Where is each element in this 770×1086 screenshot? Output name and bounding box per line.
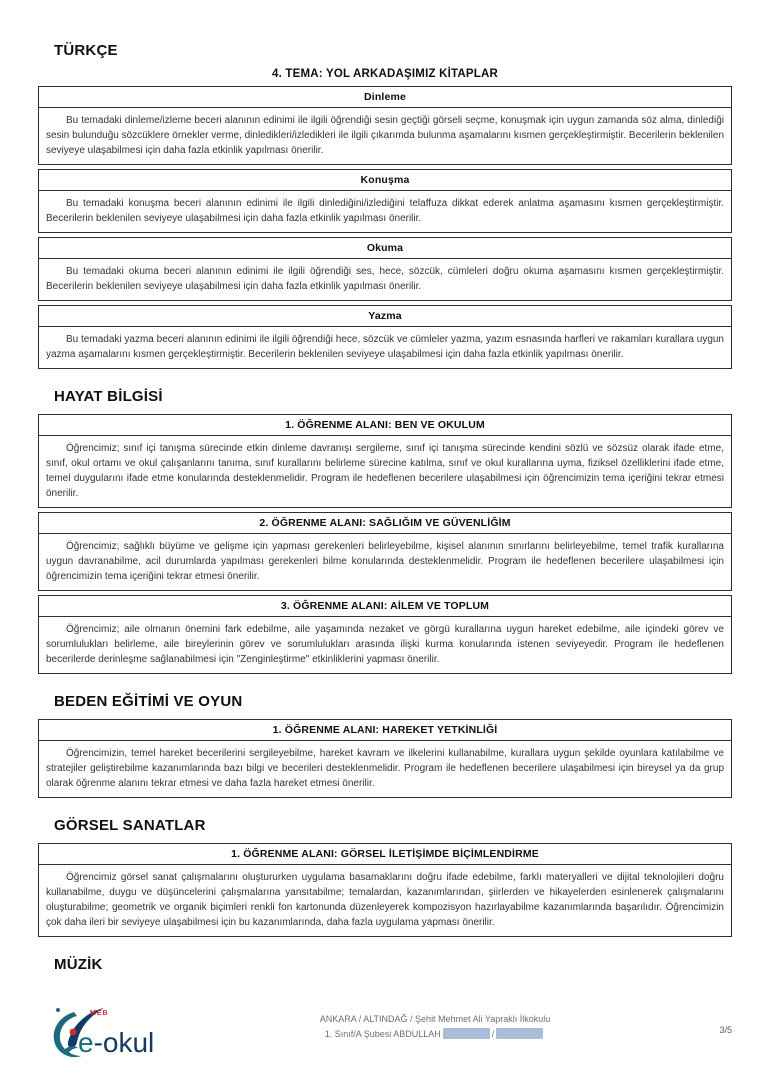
subject-section-beden-egitimi	[38, 693, 732, 798]
subject-heading-gorsel-sanatlar: GÖRSEL SANATLAR	[54, 817, 206, 834]
subject-heading-muzik: MÜZİK	[54, 956, 103, 973]
block-text: Bu temadaki okuma beceri alanının edinimi ile ilgili öğrendiği ses, hece, sözcük, cümleleri doğru okuma aşamasını kısmen gerçekleştirmiştir. Becerilerin beklenilen seviyeye ulaşabilmesi için daha fazla etkinlik yapılması önerilir.	[46, 266, 724, 292]
block-title: Yazma	[39, 306, 731, 327]
block-title: 3. ÖĞRENME ALANI: AİLEM VE TOPLUM	[39, 596, 731, 617]
block-text: Bu temadaki dinleme/izleme beceri alanının edinimi ile ilgili öğrendiği sesin geçtiği görseli seçme, konuşmak için uygun zamanda söz alma, dinlediği sesin bulunduğu sözcüklere örnekler verme, dinledikleri/izledikleri ile ilgili çıkarımda bulunma aşamalarını kısmen gerçekleştirmiştir. Becerilerin beklenilen seviyeye ulaşabilmesi için daha fazla etkinlik yapılması önerilir.	[46, 115, 724, 156]
block-title: 1. ÖĞRENME ALANI: HAREKET YETKİNLİĞİ	[39, 720, 731, 741]
learning-area-block-gorsel-iletisim	[38, 843, 732, 937]
skill-block-konusma	[38, 169, 732, 233]
subject-heading-hayat-bilgisi: HAYAT BİLGİSİ	[54, 388, 163, 405]
logo-red-dot	[70, 1029, 77, 1036]
block-title: Okuma	[39, 238, 731, 259]
learning-area-block-ben-ve-okulum	[38, 414, 732, 508]
theme-title: 4. TEMA: YOL ARKADAŞIMIZ KİTAPLAR	[272, 68, 498, 80]
skill-block-yazma	[38, 305, 732, 369]
subject-section-hayat-bilgisi	[38, 388, 732, 674]
page-footer	[0, 998, 770, 1086]
subject-heading-turkce: TÜRKÇE	[54, 42, 118, 59]
subject-section-turkce	[38, 42, 732, 369]
school-line: ANKARA / ALTINDAĞ / Şehit Mehmet Ali Yapraklı İlkokulu	[319, 1014, 551, 1024]
logo-meb-text: MEB	[90, 1010, 109, 1017]
subject-section-gorsel-sanatlar	[38, 817, 732, 937]
redacted-student-surname	[496, 1028, 543, 1039]
block-text: Öğrencimizin, temel hareket becerilerini sergileyebilme, hareket kavram ve ilkelerini kullanabilme, kurallara uygun şekilde oyunlara katılabilme ve stratejiler geliştirebilme kazanımlarında bazı bilgi ve becerileri desteklenmelidir. Program ile hedeflenen becerilere ulaşabilmesi için bireysel ya da grup olarak öğrenme alanını tekrar etmesi ve daha fazla hareket etmesi önerilir.	[46, 748, 724, 789]
learning-area-block-sagligim	[38, 512, 732, 591]
block-text: Bu temadaki yazma beceri alanının edinimi ile ilgili öğrendiği hece, sözcük ve cümleler yazma, yazım esnasında harfleri ve rakamları kurallara uygun yazma aşamalarını kısmen gerçekleştirmiştir. Becerilerin beklenilen seviyeye ulaşabilmesi için daha fazla etkinlik yapılması önerilir.	[46, 334, 724, 360]
student-line-prefix: 1. Sınıf/A Şubesi ABDULLAH	[324, 1029, 441, 1039]
learning-area-block-hareket-yetkinligi	[38, 719, 732, 798]
block-title: 1. ÖĞRENME ALANI: BEN VE OKULUM	[39, 415, 731, 436]
student-line-separator: /	[491, 1029, 495, 1039]
e-okul-logo	[44, 1002, 164, 1072]
learning-area-block-ailem-ve-toplum	[38, 595, 732, 674]
footer-school-info	[265, 1012, 605, 1042]
block-title: 2. ÖĞRENME ALANI: SAĞLIĞIM VE GÜVENLİĞİM	[39, 513, 731, 534]
student-line	[265, 1027, 605, 1042]
logo-wordmark: e-okul	[78, 1027, 155, 1058]
block-text: Öğrencimiz; sınıf içi tanışma sürecinde etkin dinleme davranışı sergileme, sınıf içi tanışma sürecinde kendini sözlü ve sözsüz olarak ifade etme, sınıf, okul ortamı ve okul çalışanlarını tanıma, sınıf kurallarını belirleme sürecine katılma, sınıf ve okul kurallarına uyma, fiziksel özelliklerini ifade etme, temel duygularını ifade etme konularında desteklenmelidir. Program ile hedeflenen becerilere ulaşabilmesi için öğrencimizin tema içeriğini tekrar etmesi önerilir.	[46, 443, 724, 499]
block-text: Bu temadaki konuşma beceri alanının edinimi ile ilgili dinlediğini/izlediğini telaffuza dikkat ederek anlatma aşamasını kısmen gerçekleştirmiştir. Becerilerin beklenilen seviyeye ulaşabilmesi için daha fazla etkinlik yapılması önerilir.	[46, 198, 724, 224]
skill-block-dinleme	[38, 86, 732, 165]
page-number: 3/5	[719, 1025, 732, 1035]
block-text: Öğrencimiz; aile olmanın önemini fark edebilme, aile yaşamında nezaket ve görgü kurallarına uygun hareket edebilme, aile içindeki görev ve sorumlulukları belirleme, aile bireylerinin görev ve sorumlulukları arasında ilişki kurma konularında istenen seviyeyedir. Program ile hedeflenen becerilerde derinleşme sağlanabilmesi için "Zenginleştirme" etkinliklerini yapması önerilir.	[46, 624, 724, 665]
redacted-student-name	[443, 1028, 490, 1039]
block-title: Dinleme	[39, 87, 731, 108]
subject-heading-beden-egitimi: BEDEN EĞİTİMİ VE OYUN	[54, 693, 243, 710]
subject-section-muzik	[38, 956, 732, 973]
block-title: Konuşma	[39, 170, 731, 191]
block-text: Öğrencimiz; sağlıklı büyüme ve gelişme için yapması gerekenleri belirleyebilme, kişisel alanının sınırlarını belirleyebilme, temel trafik kurallarına uygun davranabilme, acil durumlarda yapılması gerekenleri bilme konularında desteklenmelidir. Program ile hedeflenen becerilere ulaşabilmesi için öğrencimizin tema içeriğini tekrar etmesi önerilir.	[46, 541, 724, 582]
block-text: Öğrencimiz görsel sanat çalışmalarını oluştururken uygulama basamaklarını doğru ifade edebilme, farklı materyalleri ve dijital teknolojileri doğru kullanabilme, duygu ve düşüncelerini çalışmalarına yansıtabilme; temalardan, kazanımlarından, şiirlerden ve hikayelerden esinlenerek çalışmalarını oluşturabilme; geometrik ve organik biçimleri renkli fon kartonunda düzenleyerek kompozisyon hazırlayabilme kazanımlarında başarılıdır. Öğrencimizin çok daha ileri bir seviyeye ulaşabilmesi için bu kazanımlarında, daha fazla uygulama yapması önerilir.	[46, 872, 724, 928]
skill-block-okuma	[38, 237, 732, 301]
block-title: 1. ÖĞRENME ALANI: GÖRSEL İLETİŞİMDE BİÇİMLENDİRME	[39, 844, 731, 865]
e-okul-logo-graphic	[44, 1002, 164, 1072]
